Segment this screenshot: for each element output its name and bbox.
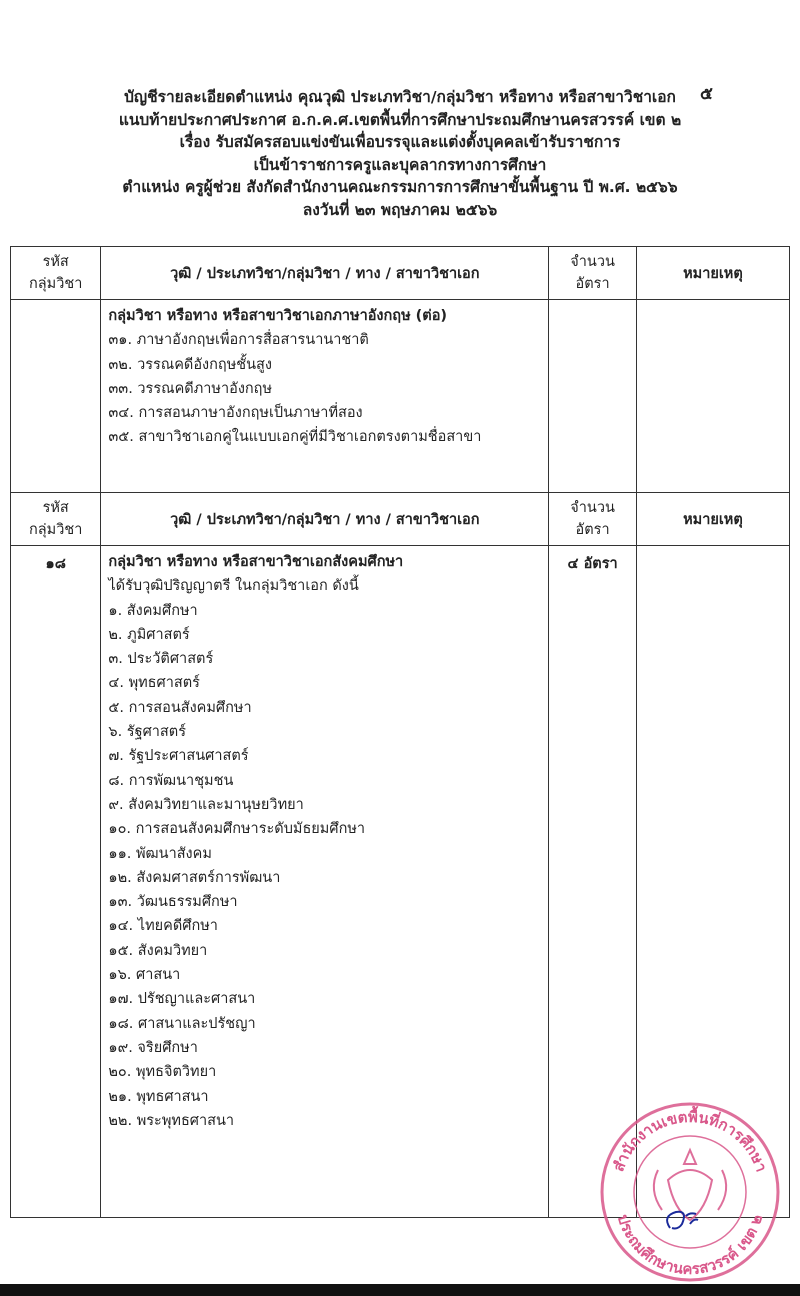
table-header-row <box>11 247 790 300</box>
col-count: จำนวน อัตรา <box>549 247 637 300</box>
code-cell <box>11 300 101 493</box>
col-code: รหัส กลุ่มวิชา <box>11 247 101 300</box>
list-item: ๑๖. ศาสนา <box>108 967 181 984</box>
header-line: ลงวันที่ ๒๓ พฤษภาคม ๒๕๖๖ <box>302 200 498 219</box>
col-note: หมายเหตุ <box>636 493 789 546</box>
document-header <box>60 86 740 221</box>
col-qualification: วุฒิ / ประเภทวิชา/กลุ่มวิชา / ทาง / สาขาวิชาเอก <box>101 493 549 546</box>
table-row <box>11 300 790 493</box>
list-item: ๒๒. พระพุทธศาสนา <box>108 1112 235 1129</box>
list-item: ๗. รัฐประศาสนศาสตร์ <box>108 748 249 765</box>
stamp-top-text: สำนักงานเขตพื้นที่การศึกษา <box>609 1107 771 1175</box>
stamp-bottom-text: ประถมศึกษานครสวรรค์ เขต ๒ <box>613 1212 767 1279</box>
list-item: ๑๑. พัฒนาสังคม <box>108 845 212 862</box>
list-item: ๙. สังคมวิทยาและมานุษยวิทยา <box>108 796 304 813</box>
list-item: ๑๐. การสอนสังคมศึกษาระดับมัธยมศึกษา <box>108 821 366 838</box>
list-item: ๑๙. จริยศึกษา <box>108 1039 198 1056</box>
list-item: ๑. สังคมศึกษา <box>108 602 198 619</box>
page-number: ๕ <box>700 84 713 104</box>
list-item: ๓๔. การสอนภาษาอังกฤษเป็นภาษาที่สอง <box>108 405 363 422</box>
list-item: ๑๓. วัฒนธรรมศึกษา <box>108 894 238 911</box>
list-item: ได้รับวุฒิปริญญาตรี ในกลุ่มวิชาเอก ดังนี้ <box>108 578 359 595</box>
list-item: ๑๔. ไทยคดีศึกษา <box>108 918 218 935</box>
list-item: ๒๑. พุทธศาสนา <box>108 1088 209 1105</box>
list-item: ๑๘. ศาสนาและปรัชญา <box>108 1015 256 1032</box>
col-qualification: วุฒิ / ประเภทวิชา/กลุ่มวิชา / ทาง / สาขาวิชาเอก <box>101 247 549 300</box>
section-title: กลุ่มวิชา หรือทาง หรือสาขาวิชาเอกภาษาอังกฤษ (ต่อ) <box>108 308 448 324</box>
list-item: ๒. ภูมิศาสตร์ <box>108 626 190 643</box>
list-item: ๘. การพัฒนาชุมชน <box>108 772 234 789</box>
list-item: ๓๒. วรรณคดีอังกฤษชั้นสูง <box>108 356 272 373</box>
list-item: ๑๒. สังคมศาสตร์การพัฒนา <box>108 869 281 886</box>
code-cell: ๑๘ <box>11 546 101 1218</box>
list-item: ๖. รัฐศาสตร์ <box>108 724 186 741</box>
list-item: ๒๐. พุทธจิตวิทยา <box>108 1064 217 1081</box>
col-code: รหัส กลุ่มวิชา <box>11 493 101 546</box>
list-item: ๑๗. ปรัชญาและศาสนา <box>108 991 256 1008</box>
header-line: เป็นข้าราชการครูและบุคลากรทางการศึกษา <box>253 155 547 174</box>
table-header-row <box>11 493 790 546</box>
header-line: ตำแหน่ง ครูผู้ช่วย สังกัดสำนักงานคณะกรรมการการศึกษาขั้นพื้นฐาน ปี พ.ศ. ๒๕๖๖ <box>122 178 678 196</box>
col-note: หมายเหตุ <box>636 247 789 300</box>
qualification-cell <box>101 300 549 493</box>
svg-text:ประถมศึกษานครสวรรค์ เขต ๒ <box>614 1212 766 1278</box>
list-item: ๑๕. สังคมวิทยา <box>108 942 208 959</box>
qualification-cell <box>101 546 549 1218</box>
header-line: แนบท้ายประกาศประกาศ อ.ก.ค.ศ.เขตพื้นที่การศึกษาประถมศึกษานครสวรรค์ เขต ๒ <box>118 110 682 129</box>
list-item: ๓๑. ภาษาอังกฤษเพื่อการสื่อสารนานาชาติ <box>108 332 369 349</box>
list-item: ๕. การสอนสังคมศึกษา <box>108 699 252 716</box>
scan-edge <box>0 1284 800 1296</box>
col-count: จำนวน อัตรา <box>549 493 637 546</box>
list-item: ๓๓. วรรณคดีภาษาอังกฤษ <box>108 380 273 397</box>
header-line: เรื่อง รับสมัครสอบแข่งขันเพื่อบรรจุและแต่งตั้งบุคคลเข้ารับราชการ <box>179 133 621 151</box>
section-title: กลุ่มวิชา หรือทาง หรือสาขาวิชาเอกสังคมศึกษา <box>108 554 404 570</box>
list-item: ๓๕. สาขาวิชาเอกคู่ในแบบเอกคู่ที่มีวิชาเอกตรงตามชื่อสาขา <box>108 429 482 446</box>
count-cell <box>549 300 637 493</box>
list-item: ๔. พุทธศาสตร์ <box>108 675 200 692</box>
count-cell: ๔ อัตรา <box>549 546 637 1218</box>
header-line: บัญชีรายละเอียดตำแหน่ง คุณวุฒิ ประเภทวิชา/กลุ่มวิชา หรือทาง หรือสาขาวิชาเอก <box>124 88 676 106</box>
official-seal-stamp <box>598 1100 782 1284</box>
list-item: ๓. ประวัติศาสตร์ <box>108 651 214 668</box>
note-cell <box>636 300 789 493</box>
qualification-table <box>10 246 790 1218</box>
signature-icon <box>667 1212 698 1229</box>
